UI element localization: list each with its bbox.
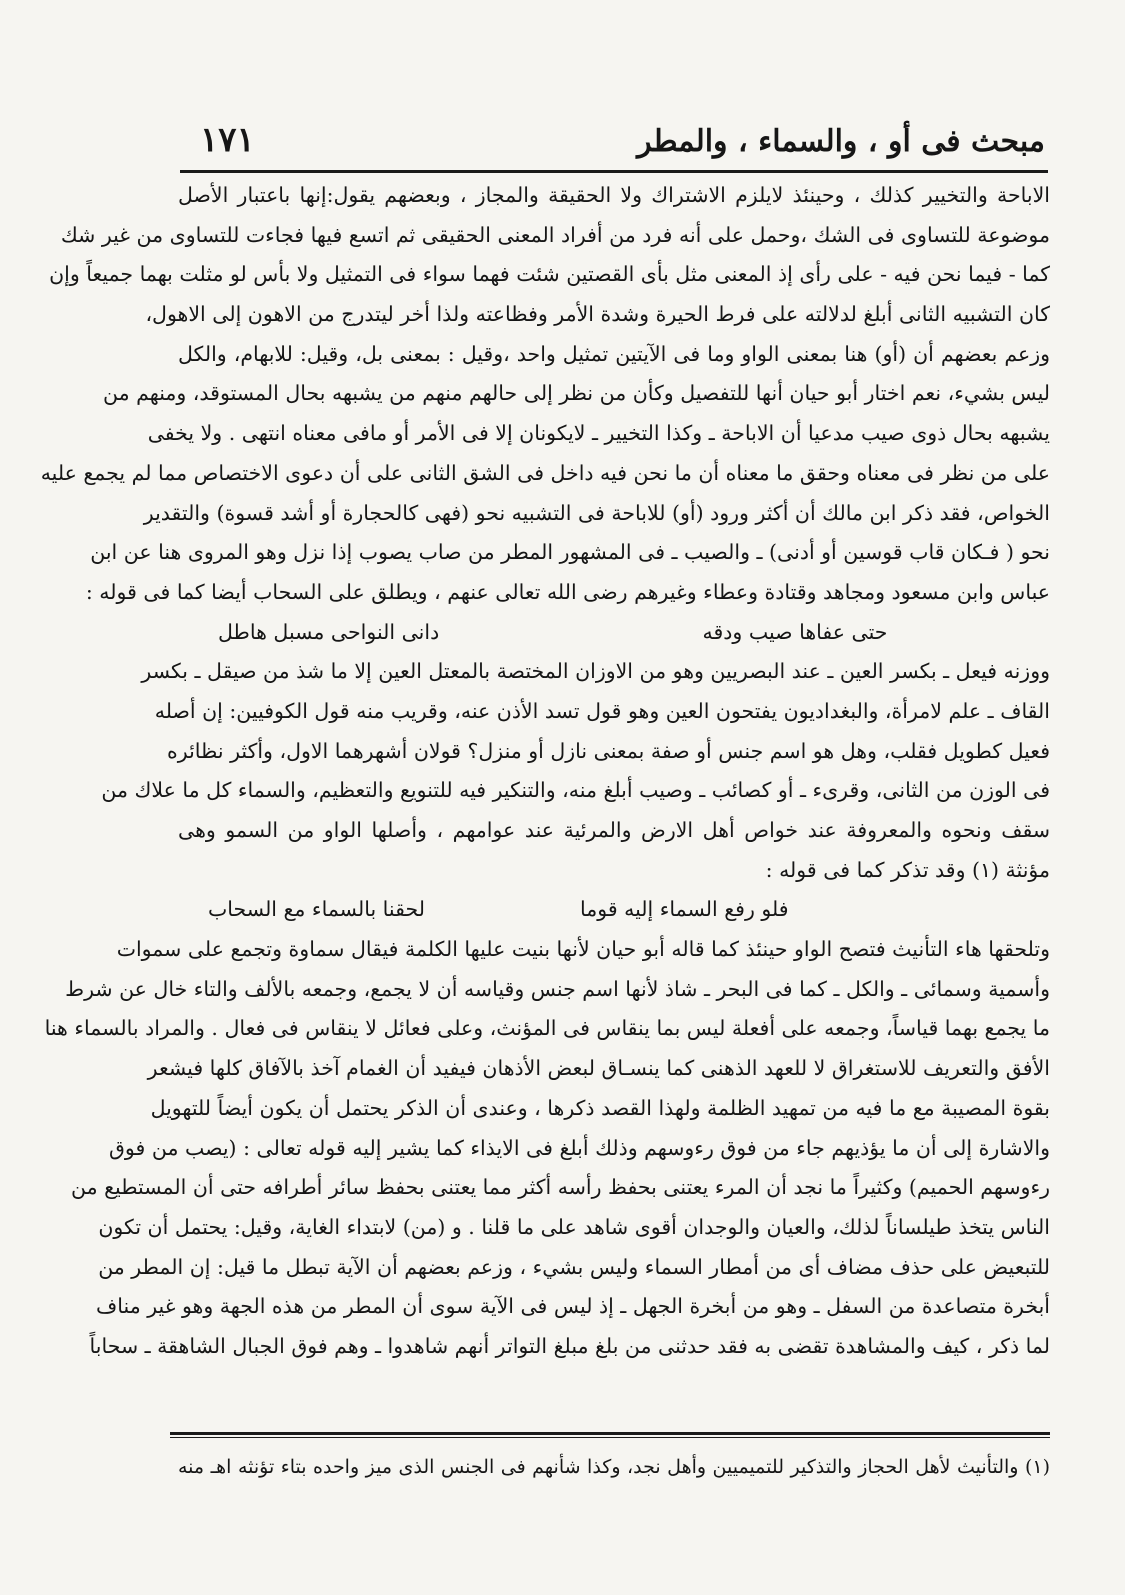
text-line: ليس بشيء، نعم اختار أبو حيان أنها للتفصيل وكأن من نظر إلى حالهم منهم من يشبهه بحال المستوقد، ومنهم من: [103, 381, 1050, 406]
text-line: فعيل كطويل فقلب، وهل هو اسم جنس أو صفة بمعنى نازل أو منزل؟ قولان أشهرهما الاول، وأكثر نظائره: [167, 738, 1050, 763]
verse-second-hemistich: دانى النواحى مسبل هاطل: [218, 619, 440, 644]
text-line: والاشارة إلى أن ما يؤذيهم جاء من فوق رءوسهم وذلك أبلغ فى الايذاء كما يشير إليه قوله تعالى : (يصب من فوق: [109, 1135, 1050, 1160]
verse-second-hemistich: لحقنا بالسماء مع السحاب: [208, 897, 425, 922]
text-line: سقف ونحوه والمعروفة عند خواص أهل الارض والمرئية عند عوامهم ، وأصلها الواو من السمو وهى: [178, 818, 1050, 842]
header-rule: [180, 170, 1048, 173]
page-number: ۱۷۱: [200, 120, 255, 160]
text-line: القاف ـ علم لامرأة، والبغداديون يفتحون العين وهو قول تسد الأذن عنه، وقريب منه قول الكوفيين: إن أصله: [154, 698, 1050, 723]
text-line: رءوسهم الحميم) وكثيراً ما نجد أن المرء يعتنى بحفظ رأسه أكثر مما يعتنى بحفظ سائر أطرافه حتى أن المستطيع من: [71, 1175, 1050, 1200]
text-line: يشبهه بحال ذوى صيب مدعيا أن الاباحة ـ وكذا التخيير ـ لايكونان إلا فى الأمر أو مافى معناه انتهى . ولا يخفى: [147, 421, 1050, 446]
verse-first-hemistich: فلو رفع السماء إليه قوما: [580, 897, 789, 922]
text-line: كما - فيما نحن فيه - على رأى إذ المعنى مثل بأى القصتين شئت فهما سواء فى التمثيل ولا بأس لو مثلت بهما جميعاً وإن: [49, 262, 1050, 287]
text-line: للتبعيض على حذف مضاف أى من أمطار السماء وليس بشيء ، وزعم بعضهم أن الآية تبطل ما قيل: إن المطر من: [98, 1254, 1050, 1279]
text-line: الاباحة والتخيير كذلك ، وحينئذ لايلزم الاشتراك ولا الحقيقة والمجاز ، وبعضهم يقول:إنها باعتبار الأصل: [178, 183, 1050, 207]
text-line: وأسمية وسمائى ـ والكل ـ كما فى البحر ـ شاذ لأنها اسم جنس وقياسه أن لا يجمع، وجمعه بالألف والتاء خال عن شرط: [65, 976, 1050, 1001]
footnote-rule: [170, 1432, 1050, 1435]
text-line: فى الوزن من الثانى، وقرىء ـ أو كصائب ـ وصيب أبلغ منه، والتنكير فيه للتنويع والتعظيم، والسماء كل ما علاك من: [101, 778, 1050, 803]
running-header: [200, 118, 1045, 170]
text-line: ما يجمع بهما قياساً، وجمعه على أفعلة ليس بما ينقاس فى المؤنث، وعلى فعائل لا ينقاس فى فعال . والمراد بالسماء هنا: [44, 1016, 1050, 1041]
header-title: مبحث فی أو ، والسماء ، والمطر: [637, 124, 1045, 159]
text-line: الأفق والتعريف للاستغراق لا للعهد الذهنى كما ينسـاق لبعض الأذهان فيفيد أن الغمام آخذ بالآفاق كلها فيشعر: [147, 1056, 1050, 1081]
footnote-rule-thin: [170, 1437, 1050, 1438]
text-line: الخواص، فقد ذكر ابن مالك أن أكثر ورود (أو) للاباحة فى التشبيه نحو (فهى كالحجارة أو أشد قسوة) والتقدير: [143, 500, 1050, 525]
text-line: ووزنه فيعل ـ بكسر العين ـ عند البصريين وهو من الاوزان المختصة بالمعتل العين إلا ما شذ من صيقل ـ بكسر: [141, 659, 1050, 684]
text-line: موضوعة للتساوى فى الشك ،وحمل على أنه فرد من أفراد المعنى الحقيقى ثم اتسع فيها فجاءت للتساوى من غير شك: [60, 222, 1050, 247]
text-line: عباس وابن مسعود ومجاهد وقتادة وعطاء وغيرهم رضى الله تعالى عنهم ، ويطلق على السحاب أيضا كما فى قوله :: [85, 579, 1050, 604]
text-line: الناس يتخذ طيلساناً لذلك، والعيان والوجدان أقوى شاهد على ما قلنا . و (من) لابتداء الغاية، وقيل: يحتمل أن تكون: [98, 1214, 1050, 1239]
verse-line: [178, 613, 1050, 653]
text-line: وتلحقها هاء التأنيث فتصح الواو حينئذ كما قاله أبو حيان لأنها بنيت عليها الكلمة فيقال سماوة وتجمع على سموات: [116, 937, 1050, 962]
text-line: أبخرة متصاعدة من السفل ـ وهو من أبخرة الجهل ـ إذ ليس فى الآية سوى أن المطر من هذه الجهة وهو غير مناف: [96, 1294, 1050, 1319]
text-line: وزعم بعضهم أن (أو) هنا بمعنى الواو وما فى الآيتين تمثيل واحد ،وقيل : بمعنى بل، وقيل: للابهام، والكل: [178, 341, 1050, 366]
text-line: نحو ( فـكان قاب قوسين أو أدنى) ـ والصيب ـ فى المشهور المطر من صاب يصوب إذا نزل وهو المروى هنا عن ابن: [90, 540, 1050, 565]
text-line: كان التشبيه الثانى أبلغ لدلالته على فرط الحيرة وشدة الأمر وفظاعته ولذا أخر ليتدرج من الاهون إلى الاهول،: [145, 302, 1050, 327]
text-line: على من نظر فى معناه وحقق ما معناه أن ما نحن فيه داخل فى الشق الثانى على أن دعوى الاختصاص مما لم يجمع عليه: [40, 460, 1050, 485]
verse-line: [178, 890, 1050, 930]
footnote: (۱) والتأنيث لأهل الحجاز والتذكير للتميميين وأهل نجد، وكذا شأنهم فى الجنس الذى ميز واحده بتاء تؤنثه اهـ منه: [178, 1456, 1050, 1478]
text-line: بقوة المصيبة مع ما فيه من تمهيد الظلمة ولهذا القصد ذكرها ، وعندى أن الذكر يحتمل أن يكون أيضاً للتهويل: [150, 1095, 1050, 1120]
text-line: مؤنثة (۱) وقد تذكر كما فى قوله :: [765, 857, 1050, 882]
main-text: [40, 176, 1050, 1367]
text-line: لما ذكر ، كيف والمشاهدة تقضى به فقد حدثنى من بلغ مبلغ التواتر أنهم شاهدوا ـ وهم فوق الجبال الشاهقة ـ سحاباً: [89, 1333, 1050, 1358]
verse-first-hemistich: حتى عفاها صيب ودقه: [702, 619, 888, 644]
